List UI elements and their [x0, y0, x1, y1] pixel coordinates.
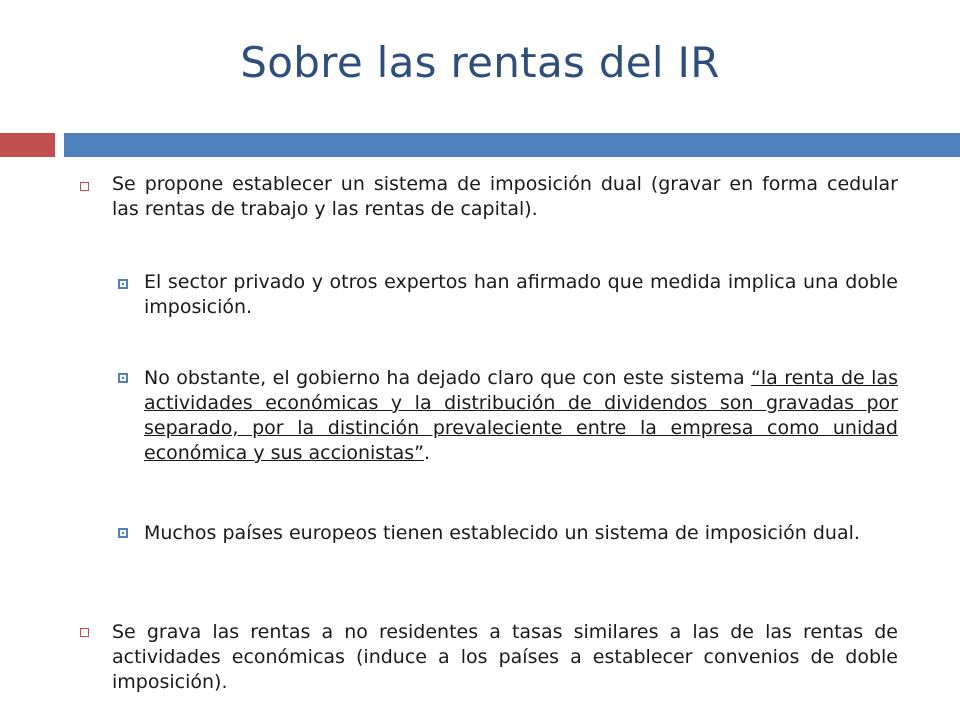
sub-bullet-item-2: [144, 366, 898, 466]
square-bullet-icon: [80, 628, 89, 637]
underlined-quote: “la renta de las actividades económicas y la distribución de dividendos son gravadas por separado, por la distinción prevaleciente entre la empresa como unidad económica y sus accionistas”: [144, 367, 898, 464]
square-bullet-icon: [118, 373, 128, 383]
slide-title: Sobre las rentas del IR: [240, 38, 720, 87]
sub-bullet-item-1: El sector privado y otros expertos han afirmado que medida implica una doble imposición.: [144, 271, 898, 318]
square-bullet-icon: [80, 182, 89, 191]
bullet-item-1: Se propone establecer un sistema de imposición dual (gravar en forma cedular las rentas de trabajo y las rentas de capital).: [112, 173, 898, 220]
accent-bar-blue: [64, 133, 960, 157]
square-bullet-icon: [118, 279, 128, 289]
accent-bar-red: [0, 133, 55, 157]
sub-bullet-text-end: .: [424, 442, 431, 464]
bullet-item-2: Se grava las rentas a no residentes a tasas similares a las de las rentas de actividades económicas (induce a los países a establecer convenios de doble imposición).: [112, 621, 898, 693]
sub-bullet-item-3: Muchos países europeos tienen establecido un sistema de imposición dual.: [144, 522, 860, 544]
sub-bullet-text: No obstante, el gobierno ha dejado claro que con este sistema: [144, 367, 752, 389]
square-bullet-icon: [118, 528, 128, 538]
